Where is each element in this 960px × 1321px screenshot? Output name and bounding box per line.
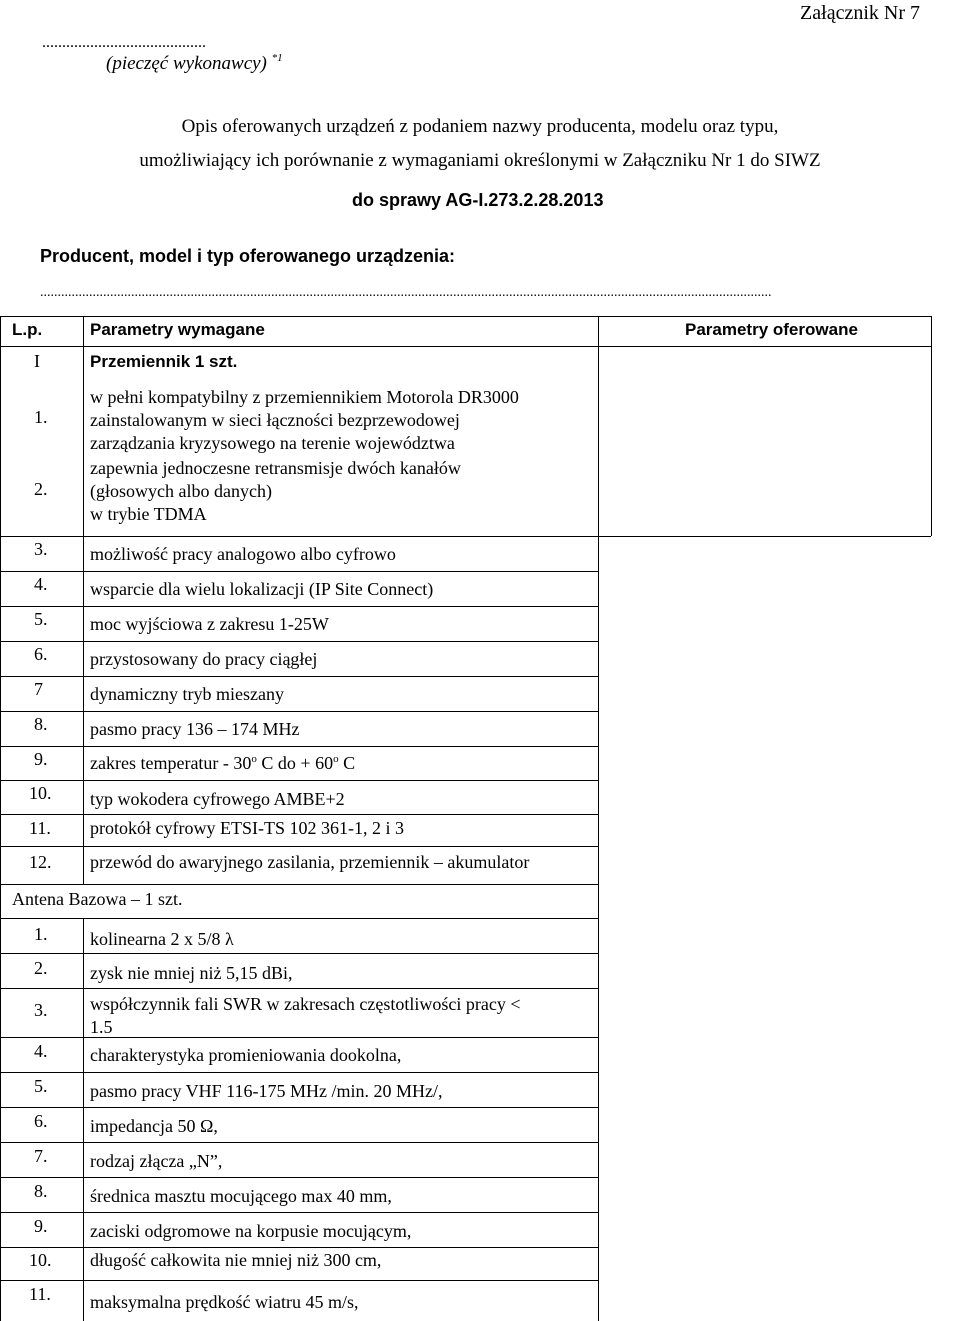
producer-dots: .................................................................................................................................................................................................................	[40, 285, 772, 300]
row-text: możliwość pracy analogowo albo cyfrowo	[90, 544, 396, 564]
col-offered-header: Parametry oferowane	[685, 320, 858, 339]
row-text: średnica masztu mocującego max 40 mm,	[90, 1186, 392, 1206]
case-number: do sprawy AG-I.273.2.28.2013	[352, 190, 604, 210]
row-number: 7	[34, 679, 43, 699]
degree-sup: o	[251, 753, 257, 765]
row-number: 1.	[34, 407, 48, 427]
table-rule	[0, 1280, 598, 1281]
row-number: 2.	[34, 479, 48, 499]
temp-text-b: C do + 60	[256, 753, 334, 773]
table-col-divider	[83, 316, 84, 884]
row-text: pasmo pracy 136 – 174 MHz	[90, 719, 300, 739]
row-text: protokół cyfrowy ETSI-TS 102 361-1, 2 i 3	[90, 818, 404, 838]
row-number: 7.	[34, 1146, 48, 1166]
row-number: 11.	[29, 1284, 51, 1304]
row-text: zapewnia jednoczesne retransmisje dwóch kanałów	[90, 458, 461, 478]
title-line-2: umożliwiający ich porównanie z wymaganiami określonymi w Załączniku Nr 1 do SIWZ	[139, 150, 821, 171]
table-rule	[0, 884, 598, 885]
table-rule	[0, 571, 598, 572]
row-text: charakterystyka promieniowania dookolna,	[90, 1045, 402, 1065]
table-rule	[0, 814, 598, 815]
row-number: 4.	[34, 1041, 48, 1061]
producer-label: Producent, model i typ oferowanego urządzenia:	[40, 246, 456, 266]
section-2-title: Antena Bazowa – 1 szt.	[12, 889, 183, 909]
row-number: 12.	[29, 852, 52, 872]
row-number: 9.	[34, 1216, 48, 1236]
stamp-dots: .........................................	[42, 34, 206, 51]
table-col-divider	[83, 918, 84, 1321]
table-rule	[0, 1247, 598, 1248]
row-text: dynamiczny tryb mieszany	[90, 684, 284, 704]
row-text: w trybie TDMA	[90, 504, 207, 524]
table-rule	[0, 1107, 598, 1108]
row-number: 4.	[34, 574, 48, 594]
col-required-header: Parametry wymagane	[90, 320, 265, 339]
row-number: 8.	[34, 1181, 48, 1201]
row-text: impedancja 50 Ω,	[90, 1116, 218, 1136]
table-col-divider	[598, 316, 599, 1321]
row-text: moc wyjściowa z zakresu 1-25W	[90, 614, 329, 634]
row-text: zysk nie mniej niż 5,15 dBi,	[90, 963, 293, 983]
row-text: przystosowany do pracy ciągłej	[90, 649, 318, 669]
table-border-right	[931, 316, 932, 536]
row-number: 2.	[34, 958, 48, 978]
row-number: 3.	[34, 539, 48, 559]
stamp-footnote-mark: *1	[271, 52, 283, 64]
row-number: 5.	[34, 1076, 48, 1096]
row-text: w pełni kompatybilny z przemiennikiem Motorola DR3000	[90, 387, 519, 407]
table-rule	[0, 1177, 598, 1178]
annex-label: Załącznik Nr 7	[800, 2, 920, 24]
table-rule	[0, 1142, 598, 1143]
table-rule	[0, 536, 931, 537]
row-text: zainstalowanym w sieci łączności bezprzewodowej	[90, 410, 460, 430]
section-1-number: I	[34, 351, 40, 371]
row-number: 11.	[29, 818, 51, 838]
row-text: zaciski odgromowe na korpusie mocującym,	[90, 1221, 412, 1241]
table-rule	[0, 746, 598, 747]
row-text: typ wokodera cyfrowego AMBE+2	[90, 789, 345, 809]
table-border-left	[0, 316, 1, 1321]
row-number: 8.	[34, 714, 48, 734]
row-text: długość całkowita nie mniej niż 300 cm,	[90, 1250, 382, 1270]
col-lp-header: L.p.	[12, 320, 43, 339]
row-text: przewód do awaryjnego zasilania, przemiennik – akumulator	[90, 852, 530, 872]
section-1-title: Przemiennik 1 szt.	[90, 352, 238, 371]
table-rule	[0, 711, 598, 712]
table-rule	[0, 346, 931, 347]
table-rule	[0, 988, 598, 989]
row-number: 6.	[34, 1111, 48, 1131]
table-rule	[0, 641, 598, 642]
temp-text-a: zakres temperatur - 30	[90, 753, 252, 773]
table-rule	[0, 606, 598, 607]
stamp-label	[106, 52, 283, 75]
row-text	[90, 748, 355, 775]
row-number: 9.	[34, 749, 48, 769]
row-text: (głosowych albo danych)	[90, 481, 272, 501]
table-rule	[0, 953, 598, 954]
table-rule	[0, 846, 598, 847]
row-number: 10.	[29, 783, 52, 803]
row-number: 3.	[34, 1000, 48, 1020]
row-text: wsparcie dla wielu lokalizacji (IP Site Connect)	[90, 579, 434, 599]
row-number: 5.	[34, 609, 48, 629]
row-number: 1.	[34, 924, 48, 944]
row-text: współczynnik fali SWR w zakresach częstotliwości pracy <	[90, 994, 521, 1014]
temp-text-c: C	[338, 753, 356, 773]
parameters-table	[0, 316, 960, 1321]
degree-sup: o	[333, 753, 339, 765]
row-text: zarządzania kryzysowego na terenie województwa	[90, 433, 455, 453]
row-text: rodzaj złącza „N”,	[90, 1151, 223, 1171]
row-text: pasmo pracy VHF 116-175 MHz /min. 20 MHz/,	[90, 1081, 443, 1101]
row-text: kolinearna 2 x 5/8 λ	[90, 929, 234, 949]
table-rule	[0, 676, 598, 677]
row-text: 1.5	[90, 1017, 113, 1037]
row-number: 6.	[34, 644, 48, 664]
table-rule	[0, 918, 598, 919]
table-rule	[0, 1072, 598, 1073]
row-text: maksymalna prędkość wiatru 45 m/s,	[90, 1292, 359, 1312]
table-rule	[0, 780, 598, 781]
row-number: 10.	[29, 1250, 52, 1270]
title-line-1: Opis oferowanych urządzeń z podaniem nazwy producenta, modelu oraz typu,	[181, 116, 779, 137]
table-rule	[0, 1212, 598, 1213]
stamp-text: (pieczęć wykonawcy)	[106, 53, 267, 74]
table-rule	[0, 316, 931, 317]
